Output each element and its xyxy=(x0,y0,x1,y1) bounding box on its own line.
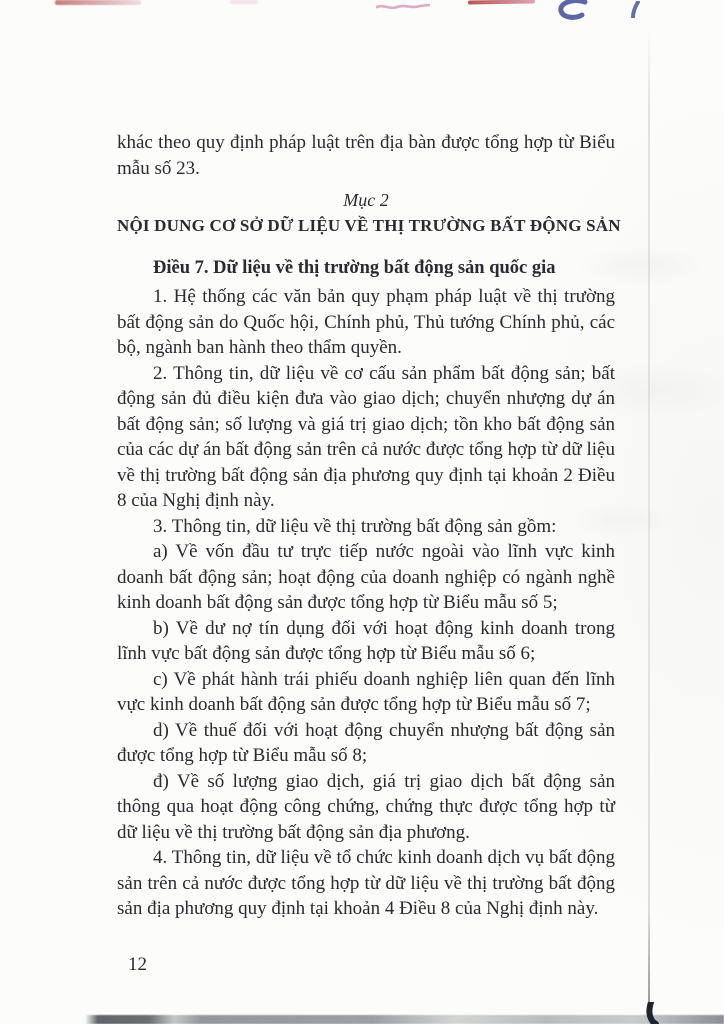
scan-artifact-bottom-page-edge xyxy=(85,1015,724,1024)
scan-artifact-pink-squiggle xyxy=(376,0,430,10)
section-label: Mục 2 xyxy=(343,190,389,210)
continuation-paragraph: khác theo quy định pháp luật trên địa bàn được tổng hợp từ Biểu mẫu số 23. xyxy=(117,132,615,179)
page-number: 12 xyxy=(128,954,147,975)
scan-artifact-page-edge-line xyxy=(648,28,650,1008)
article-clause-3c: c) Về phát hành trái phiếu doanh nghiệp liên quan đến lĩnh vực kinh doanh bất động sản được tổng hợp từ Biểu mẫu số 7; xyxy=(117,668,615,715)
article-clause-3: 3. Thông tin, dữ liệu về thị trường bất động sản gồm: xyxy=(153,515,557,537)
article-clause-1: 1. Hệ thống các văn bản quy phạm pháp luật về thị trường bất động sản do Quốc hội, Chính phủ, Thủ tướng Chính phủ, các bộ, ngành ban hành theo thẩm quyền. xyxy=(117,286,615,358)
article-clause-3b: b) Về dư nợ tín dụng đối với hoạt động kinh doanh trong lĩnh vực bất động sản được tổng hợp từ Biểu mẫu số 6; xyxy=(117,617,615,664)
article-clause-3dd: đ) Về số lượng giao dịch, giá trị giao dịch bất động sản thông qua hoạt động công chứng, chứng thực được tổng hợp từ dữ liệu về thị trường bất động sản địa phương. xyxy=(117,770,615,843)
text-column xyxy=(117,130,621,922)
scan-artifact-red-pink-smudge xyxy=(55,0,141,5)
article-clause-2: 2. Thông tin, dữ liệu về cơ cấu sản phẩm bất động sản; bất động sản đủ điều kiện đưa vào giao dịch; chuyển nhượng dự án bất động sản; số lượng và giá trị giao dịch; tồn kho bất động sản của các dự án bất động sản trên cả nước được tổng hợp từ dữ liệu về thị trường bất động sản địa phương quy định tại khoản 2 Điều 8 của Nghị định này. xyxy=(117,362,615,511)
article-clause-4: 4. Thông tin, dữ liệu về tổ chức kinh doanh dịch vụ bất động sản trên cả nước được tổng hợp từ dữ liệu về thị trường bất động sản địa phương quy định tại khoản 4 Điều 8 của Nghị định này. xyxy=(117,847,615,919)
article-clause-3d: d) Về thuế đối với hoạt động chuyển nhượng bất động sản được tổng hợp từ Biểu mẫu số 8; xyxy=(117,719,615,766)
scan-artifact-red-line xyxy=(468,0,535,5)
scan-artifact-pink-smudge xyxy=(230,0,258,4)
scan-artifact-corner-ink-mark xyxy=(641,1002,661,1024)
scan-artifact-blue-ink-curve xyxy=(551,0,595,22)
article-clause-3a: a) Về vốn đầu tư trực tiếp nước ngoài vào lĩnh vực kinh doanh bất động sản; hoạt động của doanh nghiệp có ngành nghề kinh doanh bất động sản được tổng hợp từ Biểu mẫu số 5; xyxy=(117,541,615,613)
scan-artifact-blue-ink-dash xyxy=(629,1,643,18)
article-heading: Điều 7. Dữ liệu về thị trường bất động sản quốc gia xyxy=(153,258,556,278)
section-title: NỘI DUNG CƠ SỞ DỮ LIỆU VỀ THỊ TRƯỜNG BẤT ĐỘNG SẢN xyxy=(117,216,621,235)
